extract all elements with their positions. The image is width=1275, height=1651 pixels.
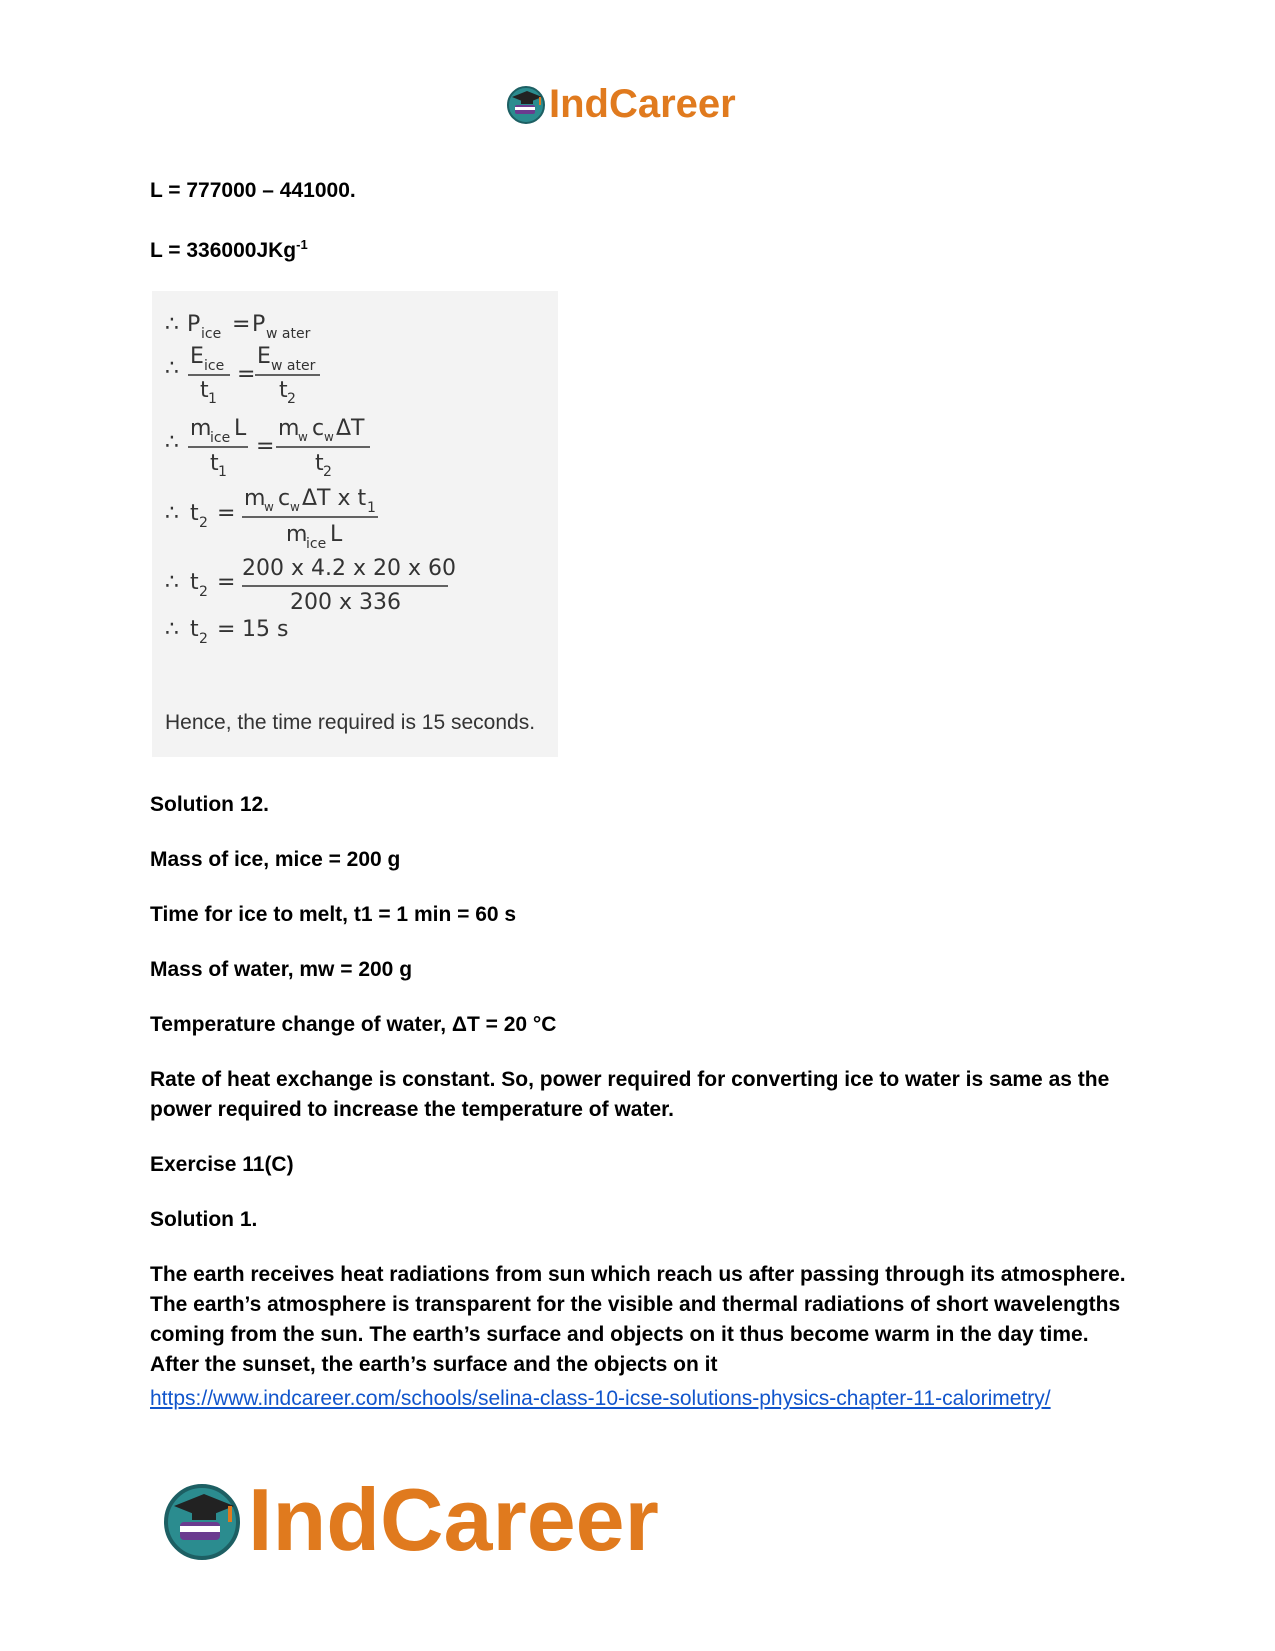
svg-text:=: = <box>217 501 236 526</box>
exercise-heading: Exercise 11(C) <box>150 1153 294 1176</box>
svg-text:w: w <box>264 500 274 514</box>
svg-text:2: 2 <box>323 464 332 480</box>
svg-text:ice: ice <box>204 358 225 374</box>
svg-text:200 x 336: 200 x 336 <box>290 590 401 615</box>
svg-text:w: w <box>290 500 300 514</box>
svg-text:L: L <box>330 522 343 547</box>
equation-line-1: L = 777000 – 441000. <box>150 179 356 202</box>
svg-text:t: t <box>190 501 199 526</box>
equation-heat-ratio <box>165 416 370 480</box>
temperature-change-line: Temperature change of water, ΔT = 20 °C <box>150 1013 557 1036</box>
math-derivation <box>152 291 558 701</box>
equation-energy-ratio <box>165 344 320 407</box>
earth-radiation-paragraph: The earth receives heat radiations from sun which reach us after passing through its atmosphere. The earth’s atmosphere is transparent for the visible and thermal radiations of short wavelengths coming from the sun. The earth’s surface and objects on it thus become warm in the day time. After the sunset, the earth’s surface and the objects on it <box>150 1263 1126 1376</box>
svg-text:∴: ∴ <box>165 356 179 381</box>
svg-text:ΔT: ΔT <box>336 416 365 441</box>
svg-text:m: m <box>278 416 300 441</box>
svg-text:2: 2 <box>199 515 208 531</box>
svg-text:m: m <box>286 522 308 547</box>
svg-text:t: t <box>315 451 324 476</box>
svg-text:=: = <box>256 434 275 459</box>
svg-text:∴: ∴ <box>165 501 179 526</box>
graduation-cap-book-globe-icon <box>160 1478 244 1562</box>
svg-text:∴: ∴ <box>165 617 179 642</box>
equation-power-equal <box>165 312 311 342</box>
svg-text:c: c <box>312 416 325 441</box>
equation-line-2-sup: -1 <box>296 237 308 252</box>
equation-line-2 <box>150 230 1130 266</box>
svg-text:1: 1 <box>367 500 376 516</box>
svg-text:15 s: 15 s <box>242 617 289 642</box>
svg-text:P: P <box>252 312 266 337</box>
svg-text:E: E <box>190 344 204 369</box>
svg-text:=: = <box>217 570 236 595</box>
svg-text:2: 2 <box>287 391 296 407</box>
svg-text:t: t <box>190 617 199 642</box>
svg-text:200 x 4.2 x 20 x 60: 200 x 4.2 x 20 x 60 <box>242 556 456 581</box>
logo-text: IndCareer <box>248 1470 659 1569</box>
svg-text:t: t <box>210 451 219 476</box>
svg-text:2: 2 <box>199 584 208 600</box>
svg-text:2: 2 <box>199 631 208 647</box>
svg-text:1: 1 <box>208 391 217 407</box>
svg-text:t: t <box>200 378 209 403</box>
svg-text:m: m <box>190 416 212 441</box>
svg-text:=: = <box>232 312 251 337</box>
svg-text:1: 1 <box>218 464 227 480</box>
svg-text:t: t <box>190 570 199 595</box>
logo-text: IndCareer <box>549 81 736 126</box>
svg-text:L: L <box>234 416 247 441</box>
solution-12-heading: Solution 12. <box>150 793 270 816</box>
time-for-melt-line: Time for ice to melt, t1 = 1 min = 60 s <box>150 903 517 926</box>
svg-text:ΔT x t: ΔT x t <box>302 486 367 511</box>
svg-text:m: m <box>244 486 266 511</box>
svg-text:ice: ice <box>201 326 222 342</box>
header-logo <box>505 80 736 128</box>
svg-text:=: = <box>217 617 236 642</box>
svg-text:E: E <box>257 344 271 369</box>
rate-of-heat-paragraph: Rate of heat exchange is constant. So, power required for converting ice to water is same as the power required to increase the temperature of water. <box>150 1068 1110 1121</box>
source-link[interactable]: https://www.indcareer.com/schools/selina-class-10-icse-solutions-physics-chapter-11-calorimetry/ <box>150 1387 1051 1410</box>
svg-text:c: c <box>278 486 291 511</box>
svg-text:ice: ice <box>306 536 327 552</box>
svg-text:w: w <box>298 430 308 444</box>
therefore-symbol: ∴ <box>165 312 179 337</box>
svg-text:∴: ∴ <box>165 570 179 595</box>
mass-of-ice-line: Mass of ice, mice = 200 g <box>150 848 401 871</box>
solution-1-heading: Solution 1. <box>150 1208 258 1231</box>
svg-text:w ater: w ater <box>266 326 311 342</box>
svg-text:ice: ice <box>210 430 231 446</box>
svg-text:∴: ∴ <box>165 430 179 455</box>
equation-t2-result <box>165 617 288 647</box>
equation-t2-substitution <box>165 556 456 615</box>
math-derivation-image <box>152 291 558 757</box>
svg-text:=: = <box>237 362 256 387</box>
graduation-cap-book-globe-icon <box>505 83 547 125</box>
svg-text:w: w <box>324 430 334 444</box>
equation-t2-formula <box>165 486 378 552</box>
svg-text:t: t <box>279 378 288 403</box>
svg-text:w ater: w ater <box>271 358 316 374</box>
equation-line-2-main: L = 336000JKg <box>150 239 297 262</box>
svg-text:P: P <box>187 312 201 337</box>
footer-logo <box>160 1470 659 1570</box>
math-caption: Hence, the time required is 15 seconds. <box>165 711 536 734</box>
mass-of-water-line: Mass of water, mw = 200 g <box>150 958 413 981</box>
